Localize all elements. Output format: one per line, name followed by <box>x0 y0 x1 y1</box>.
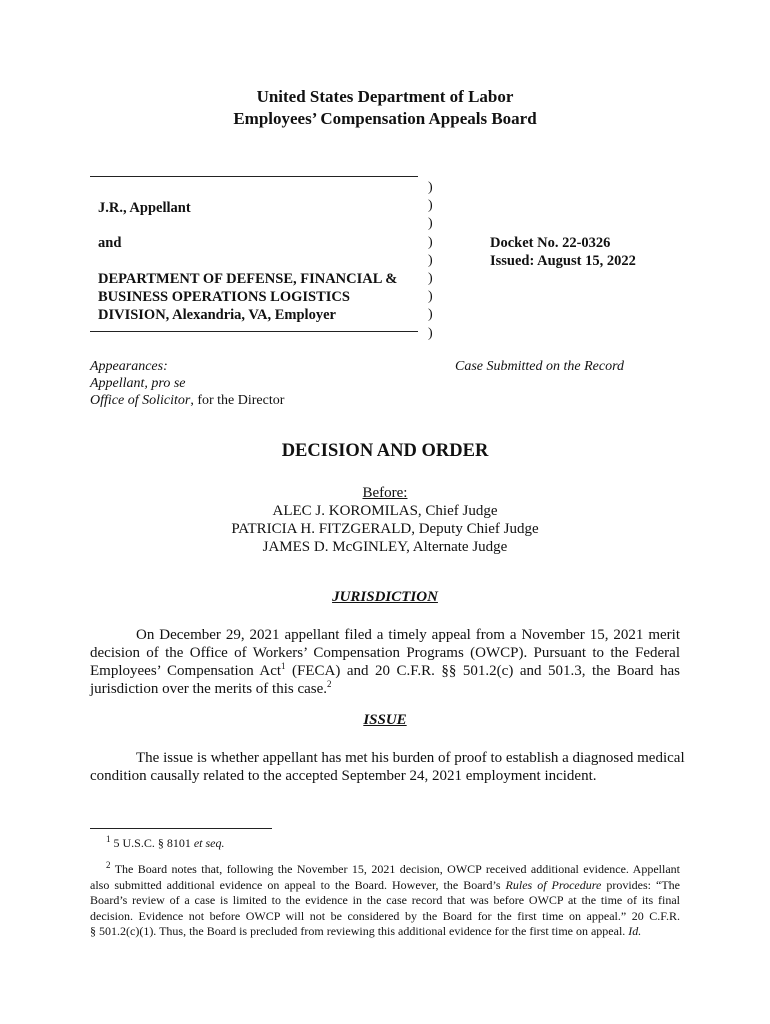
issue-heading: ISSUE <box>363 712 407 728</box>
judge-chief: ALEC J. KOROMILAS, Chief Judge <box>272 503 498 519</box>
appellant-appearance: Appellant, pro se <box>90 376 186 391</box>
issued-date: Issued: August 15, 2022 <box>490 253 636 269</box>
issue-paragraph: The issue is whether appellant has met his burden of proof to establish a diagnosed medical condition causally related to the accepted September 24, 2021 employment incident. <box>90 750 685 784</box>
jurisdiction-paragraph: On December 29, 2021 appellant filed a timely appeal from a November 15, 2021 merit decision of the Office of Workers’ Compensation Programs (OWCP). Pursuant to the Federal Employees’ Compensation Act$^1$ (FECA) and 20 C.F.R. §§ 501.2(c) and 501.3, the Board has jurisdiction over the merits of this case.$^2$ <box>90 627 680 697</box>
caption-and: and <box>98 235 122 251</box>
docket-number: Docket No. 22-0326 <box>490 235 611 251</box>
caption-parentheses: ) ) ) ) ) ) ) ) ) <box>428 180 433 341</box>
employer-line-2: BUSINESS OPERATIONS LOGISTICS <box>98 289 350 305</box>
judge-alternate: JAMES D. McGINLEY, Alternate Judge <box>262 539 508 555</box>
employer-line-1: DEPARTMENT OF DEFENSE, FINANCIAL & <box>98 271 398 287</box>
appellant-party: J.R., Appellant <box>98 200 191 216</box>
footnote-separator <box>90 828 272 829</box>
agency-name: United States Department of Labor <box>256 87 514 106</box>
board-name: Employees’ Compensation Appeals Board <box>233 109 537 128</box>
appearances-label: Appearances: <box>90 359 168 374</box>
before-label: Before: <box>362 485 408 501</box>
solicitor-appearance: Office of Solicitor, for the Director <box>90 393 285 408</box>
employer-line-3: DIVISION, Alexandria, VA, Employer <box>98 307 336 323</box>
decision-title: DECISION AND ORDER <box>281 441 489 461</box>
judge-deputy-chief: PATRICIA H. FITZGERALD, Deputy Chief Judge <box>231 521 539 537</box>
case-submitted-note: Case Submitted on the Record <box>455 359 625 374</box>
footnote-1: $^1$ 5 U.S.C. § 8101 et seq. <box>106 834 225 850</box>
caption-bottom-rule <box>90 331 418 332</box>
footnote-2: $^2$ The Board notes that, following the November 15, 2021 decision, OWCP received additional evidence. Appellant also submitted additional evidence on appeal to the Board. However, the Board’s Rules of Procedure provides: “The Board’s review of a case is limited to the evidence in the case record that was before OWCP at the time of its final decision. Evidence not before OWCP will not be considered by the Board for the first time on appeal.” 20 C.F.R. § 501.2(c)(1). Thus, the Board is precluded from reviewing this additional evidence for the first time on appeal. Id. <box>90 860 680 938</box>
footnote-ref-2[interactable]: 2 <box>327 679 332 689</box>
footnote-ref-1[interactable]: 1 <box>281 661 286 671</box>
jurisdiction-heading: JURISDICTION <box>332 589 438 605</box>
caption-top-rule <box>90 176 418 177</box>
